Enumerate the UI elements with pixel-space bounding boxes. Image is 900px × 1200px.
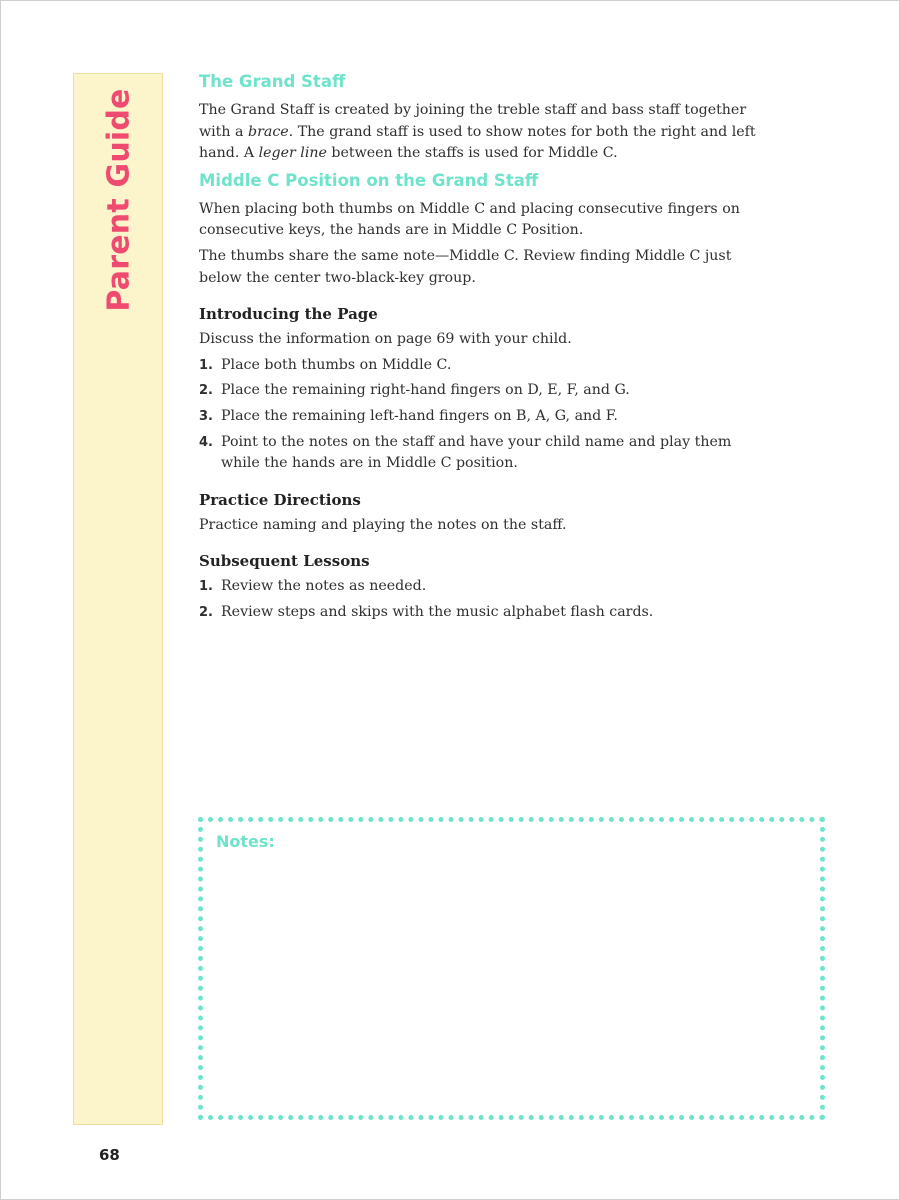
sidebar-title: Parent Guide bbox=[101, 88, 137, 312]
subsequent-section bbox=[199, 550, 769, 623]
notes-label: Notes: bbox=[216, 832, 275, 851]
step-text: Point to the notes on the staff and have your child name and play them while the hands are in Middle C position. bbox=[221, 433, 732, 472]
grand-staff-text-1: The Grand Staff is created by joining the treble staff and bass staff together with a bbox=[199, 102, 747, 140]
grand-staff-text-2: The grand staff is used to show notes for both the right and left hand. A bbox=[199, 123, 756, 162]
introducing-section bbox=[199, 303, 769, 475]
grand-staff-heading: The Grand Staff bbox=[199, 72, 346, 91]
list-item bbox=[199, 576, 769, 598]
list-item bbox=[199, 355, 769, 377]
middle-c-heading: Middle C Position on the Grand Staff bbox=[199, 170, 539, 190]
introducing-intro: Discuss the information on page 69 with your child. bbox=[199, 331, 572, 348]
list-item bbox=[199, 406, 769, 428]
subsequent-heading: Subsequent Lessons bbox=[199, 552, 370, 571]
practice-heading: Practice Directions bbox=[199, 490, 361, 509]
step-text: Place the remaining right-hand fingers on D, E, F, and G. bbox=[221, 382, 630, 399]
main-content bbox=[199, 70, 769, 624]
brace-term: brace. bbox=[248, 123, 294, 140]
subsequent-steps bbox=[199, 576, 769, 623]
step-number: 3. bbox=[199, 408, 213, 424]
step-number: 1. bbox=[199, 357, 213, 373]
step-number: 2. bbox=[199, 383, 213, 399]
notes-box[interactable] bbox=[198, 817, 825, 1120]
grand-staff-section bbox=[199, 70, 769, 165]
step-text: Review steps and skips with the music alphabet flash cards. bbox=[221, 603, 654, 620]
step-number: 2. bbox=[199, 604, 213, 620]
practice-text: Practice naming and playing the notes on the staff. bbox=[199, 516, 567, 533]
step-text: Place both thumbs on Middle C. bbox=[221, 356, 452, 373]
middle-c-paragraph-2: The thumbs share the same note—Middle C. Review finding Middle C just below the center two-black-key group. bbox=[199, 247, 732, 286]
step-text: Review the notes as needed. bbox=[221, 578, 427, 595]
step-number: 4. bbox=[199, 434, 213, 450]
step-text: Place the remaining left-hand fingers on B, A, G, and F. bbox=[221, 407, 618, 424]
grand-staff-paragraph bbox=[199, 100, 769, 165]
middle-c-paragraph-1: When placing both thumbs on Middle C and placing consecutive fingers on consecutive keys, the hands are in Middle C Position. bbox=[199, 200, 740, 239]
list-item bbox=[199, 432, 769, 475]
list-item bbox=[199, 602, 769, 624]
leger-line-term: leger line bbox=[258, 145, 327, 162]
middle-c-section bbox=[199, 169, 769, 289]
practice-section bbox=[199, 489, 769, 537]
list-item bbox=[199, 380, 769, 402]
grand-staff-text-3: between the staffs is used for Middle C. bbox=[326, 145, 618, 162]
page-number: 68 bbox=[99, 1146, 120, 1164]
introducing-steps bbox=[199, 355, 769, 475]
step-number: 1. bbox=[199, 579, 213, 595]
introducing-heading: Introducing the Page bbox=[199, 305, 378, 324]
